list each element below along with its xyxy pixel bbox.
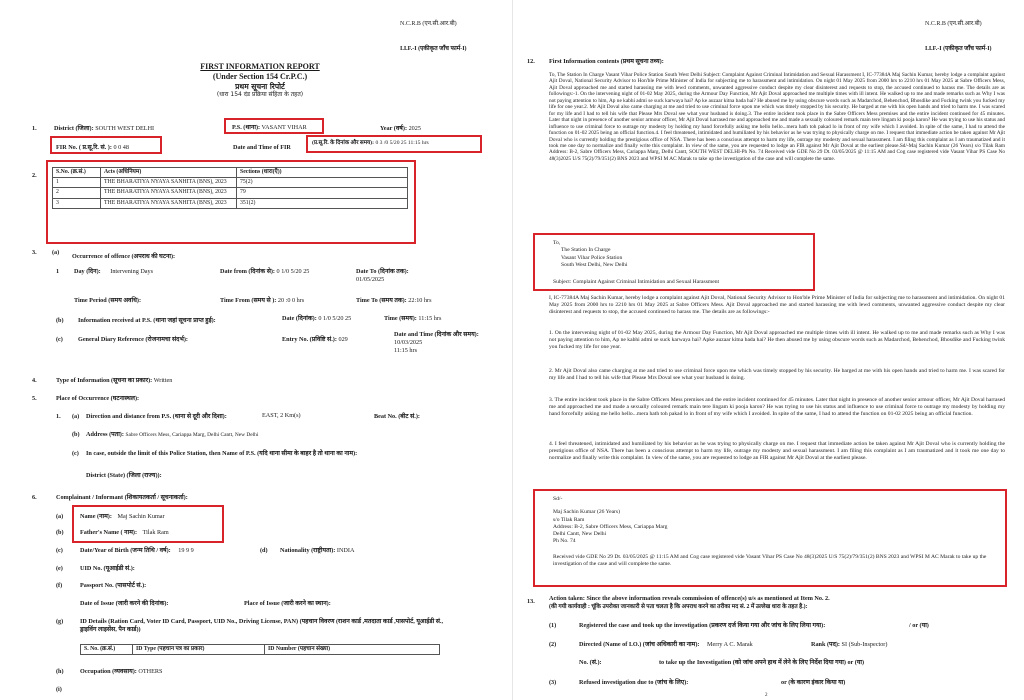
received-line: Received vide GDE No 29 Dt. 03/05/2025 @ 11:15 AM and Cog case registered vide Vasant Vihar PS Case No 48(3)2025 U/S 75(2)/79/351(2) BNS 2023 and WPSI M AC Marak to take up the investigation of the case and will complete the same. [553, 553, 987, 567]
ncrb-header: N.C.R.B (एन.सी.आर.बी) [925, 21, 982, 27]
address-line: Vasant Vihar Police Station [561, 254, 623, 261]
rank-label: Rank (पद): [811, 641, 840, 648]
day-value: Intervening Days [110, 268, 154, 275]
no-label: No. (सं.): [579, 659, 602, 666]
type-info-label: Type of Information (सूचना का प्रकार): [56, 377, 153, 384]
nationality-label: Nationality (राष्ट्रीयता): [280, 547, 336, 554]
entry-row [282, 336, 348, 344]
name-label: Name (नाम): [80, 513, 112, 520]
section-number: 5. [32, 395, 37, 402]
id-details-label: ID Details (Ration Card, Voter ID Card, Passport, UID No., Driving License, PAN) (पहचान विवरण (राशन कार्ड ,मतदाता कार्ड ,पासपोर्ट, यूआईडी सं., ड्राइविंग लाइसेंस, पैन कार्ड)) [80, 618, 444, 633]
info-date-value: 0 1/0 5/20 25 [318, 315, 352, 322]
address-label: Address (पता): [86, 431, 124, 438]
report-title: FIRST INFORMATION REPORT [200, 62, 320, 71]
date-to-row [356, 268, 446, 284]
info-date-label: Date (दिनांक): [282, 315, 317, 322]
year-label: Year (वर्ष): [380, 125, 408, 132]
entry-label: Entry No. (प्रविष्टि सं.): [282, 336, 337, 343]
id-col-type: ID Type (पहचान पत्र का प्रकार) [133, 645, 265, 655]
id-col-number: ID Number (पहचान संख्या) [265, 645, 440, 655]
gdr-datetime-row [394, 331, 490, 354]
dob-label: Date/Year of Birth (जन्म तिथि / वर्ष): [80, 547, 171, 554]
ps-value: VASANT VIHAR [261, 124, 307, 131]
time-from-row [220, 297, 304, 305]
info-time-label: Time (समय): [384, 315, 417, 322]
signature-line: Delhi Cantt, New Delhi [553, 531, 607, 538]
signature-line: s/o Tilak Ram [553, 516, 585, 523]
fir-datetime-hindi: (प्र.सू.रि. के दिनांक और समय): [312, 140, 375, 146]
direction-label: Direction and distance from P.S. (थाना से दूरी और दिशा): [86, 413, 227, 420]
date-from-label: Date from (दिनांक से): [220, 268, 275, 275]
passport-label: Passport No. (पासपोर्ट सं.): [80, 582, 147, 589]
address-line: The Station In Charge [561, 247, 611, 254]
section-number: 6. [32, 494, 37, 501]
item-letter: (a) [52, 249, 60, 256]
acts-cell: 75(2) [237, 178, 408, 188]
beat-label: Beat No. (बीट सं.): [374, 413, 420, 420]
time-from-label: Time From (समय से ): [220, 297, 277, 304]
item-letter: (b) [72, 431, 80, 438]
address-line: South West Delhi, New Delhi [561, 261, 628, 268]
item-letter: (h) [56, 668, 64, 675]
highlight-box [306, 135, 482, 153]
rank-value: SI (Sub-Inspector) [841, 641, 888, 648]
highlight-box [72, 505, 224, 543]
acts-cell: 351(2) [237, 198, 408, 208]
signature-line: Address: B-2, Sabre Officers Mess, Cariappa Marg [553, 523, 668, 530]
fir-page-2 [512, 0, 1024, 700]
fir-datetime-label: Date and Time of FIR [233, 144, 291, 151]
item-letter: (c) [56, 336, 63, 343]
report-title-block [120, 62, 400, 99]
item-number: (3) [549, 679, 557, 686]
direction-value: EAST, 2 Km(s) [262, 412, 301, 419]
gdr-date-value: 10/03/2025 [394, 338, 423, 346]
date-to-label: Date To (दिनांक तक): [356, 268, 409, 275]
action-option: / or (या) [909, 622, 929, 629]
item-letter: (g) [56, 618, 64, 625]
gdr-datetime-label: Date and Time (दिनांक और समय): [394, 331, 479, 338]
refused-label: Refused investigation due to (जांच के लिए): [579, 679, 689, 686]
section-number: 3. [32, 249, 37, 256]
report-title-hindi: प्रथम सूचना रिपोर्ट [235, 82, 285, 91]
info-time-value: 11:15 hrs [418, 315, 442, 322]
io-value: Merry A C. Marak [707, 641, 753, 648]
info-time-row [384, 315, 441, 323]
item-number: 1. [56, 413, 61, 420]
acts-cell: 2 [53, 188, 101, 198]
acts-col-sno: S.No. (क्र.सं.) [53, 168, 101, 178]
gdr-time-value: 11:15 hrs [394, 346, 417, 354]
time-from-value: 20 :0 0 hrs [277, 297, 305, 304]
signature-line: Sd/- [553, 496, 563, 502]
report-subtitle-hindi: (धारा 154 दंड प्रक्रिया संहिता के तहत) [216, 91, 304, 99]
action-hindi: (की गयी कार्यवाही : चूंकि उपरोक्त जानकारी से पता चलता है कि अपराध करने का तरीका मद सं. 2 में उल्लेख धारा के तहत है.): [549, 604, 808, 610]
dob-row [80, 547, 194, 555]
type-info-value: Written [153, 377, 173, 384]
info-date-row [282, 315, 351, 323]
item-letter: (a) [56, 513, 64, 520]
ncrb-header: N.C.R.B (एन.सी.आर.बी) [400, 21, 457, 27]
issue-date-label: Date of Issue (जारी करने की दिनांक): [80, 600, 169, 607]
directed-row [579, 641, 753, 649]
action-label: Action taken: Since the above information reveals commission of offence(s) u/s as mentioned at Item No. 2. [549, 595, 830, 602]
id-col-sno: S. No. (क्र.सं.) [81, 645, 133, 655]
entry-value: 029 [338, 336, 348, 343]
fir-value: 0 0 48 [113, 144, 129, 151]
acts-cell: THE BHARATIYA NYAYA SANHITA (BNS), 2023 [101, 198, 237, 208]
type-info-row [56, 377, 172, 385]
time-to-row [356, 297, 432, 305]
item-letter: (f) [56, 582, 63, 589]
date-from-row [220, 268, 309, 276]
refused-option: or (के कारण इंकार किया या) [781, 679, 846, 686]
highlight-box [533, 233, 815, 291]
complaint-paragraph: 1. On the intervening night of 01-02 May 2025, during the Armour Day Function, Mr Ajit Doval approached me multiple times with ill intent. He walked up to me and made remarks such as Why I was not paying attention to him, Ap ne kabhi admi se suck karwaya hai? Apke auzaar kitna bada hai? He then abused me by using obscure words such as Madarchod, Behenchod, Bhosdike and Fucking twink you fucked my life for one year. [549, 330, 1005, 351]
day-row [74, 268, 153, 276]
form-code: I.I.F.-I (एकीकृत जाँच फार्म-I) [400, 46, 467, 52]
section-number: 13. [527, 598, 535, 605]
ps-label: P.S. (थाना): [232, 124, 261, 131]
address-value: Sabre Officers Mess, Cariappa Marg, Delhi Cantt, New Delhi [125, 432, 259, 438]
highlight-box [46, 160, 416, 244]
item-number: (2) [549, 641, 557, 648]
occupation-value: OTHERS [138, 668, 163, 675]
highlight-box [224, 118, 324, 134]
item-letter: (b) [56, 529, 64, 536]
father-label: Father's Name ( नाम): [80, 529, 138, 536]
district-state-label: District (State) (जिला (राज्य)): [86, 472, 162, 479]
item-letter: (c) [72, 450, 79, 457]
signature-line: Ph No. 74 [553, 538, 576, 545]
rank-row [811, 641, 887, 649]
section-number: 2. [32, 172, 37, 179]
time-to-value: 22:10 hrs [408, 297, 432, 304]
complaint-paragraph: 4. I feel threatened, intimidated and humiliated by his behavior as he was trying to physically charge on me. I request that immediate action be taken against Mr Ajit Doval who is currently holding the prestigious office of NSA. There has been a conscious attempt to harm my life, outrage my modesty and sexual harassment. I am filing this complaint as I am traumatized and it took me one day to normalize and finally write this complaint. In view of the same, you are requested to lodge an FIR against Mr Ajit Doval at the earliest please. [549, 441, 1005, 462]
form-code: I.I.F.-I (एकीकृत जाँच फार्म-I) [925, 46, 992, 52]
day-label: Day (दिन): [74, 268, 101, 275]
highlight-box [533, 489, 1007, 587]
item-letter: (a) [72, 413, 80, 420]
id-table [80, 644, 440, 655]
occurrence-label: Occurrence of offence (अपराध की घटना): [72, 253, 176, 260]
item-letter: (c) [56, 547, 63, 554]
time-period-label: Time Period (समय अवधि): [74, 297, 142, 304]
item-letter: (b) [56, 317, 64, 324]
address-line: To, [553, 240, 561, 246]
acts-col-sections: Sections (धारा(एँ)) [237, 168, 408, 178]
place-label: Place of Occurrence (घटनास्थल): [56, 395, 140, 402]
item-letter: (i) [56, 686, 62, 693]
date-from-value: 0 1/0 5/20 25 [276, 268, 310, 275]
district-label: District (जिला): [54, 125, 94, 132]
item-number: (1) [549, 622, 557, 629]
acts-cell: 79 [237, 188, 408, 198]
name-value: Maj Sachin Kumar [117, 513, 165, 520]
time-to-label: Time To (समय तक): [356, 297, 407, 304]
acts-cell: THE BHARATIYA NYAYA SANHITA (BNS), 2023 [101, 178, 237, 188]
io-label: Directed (Name of I.O.) (जांच अधिकारी का नाम): [579, 641, 700, 648]
first-info-contents: To, The Station In Charge Vasant Vihar Police Station South West Delhi Subject: Complaint Against Criminal Intimidation and Sexual Harassment I, IC-77384A Maj Sachin Kumar, hereby lodge a complaint against Ajit Doval, National Security Advisor to Hon'ble Prime Minister of India for subjecting me to harassment and intimidation. On night 01 May 2025 from 2000 hrs to 2210 hrs 01 May 2025 at Sabre Officers Mess, Ajit Doval approached me and started harassing me with lewd comments, unwanted aggressive conduct despite my clear disinterest and requests to stop, the accused continued to harass me. The details are as followings:-1. On the intervening night of 01-02 May 2025, during the Armour Day Function, Mr Ajit Doval approached me multiple times with ill intent. He walked up to me and made remarks such as Why I was not paying attention to him, Ap ne kabhi admi se suck karwaya hai? Ap ke auzaar kitna bada hai? He abused me by using obscure words such as Madarchod, Behenchod, Bhosdike and Fucking twink you fucked my life for one year.2. Mr Ajit Doval also came charging at me and tried to use criminal force upon me which was timely stopped by his security. He barged at me with his open hands and tried to harm me. I was scared for my life and I had to tell his wife that Please Mrs Doval see what your husband is doing.3. The entire incident took place in the Sabre Officers Mess premises and the entire incident continued for 45 minutes. Later that night in presence of another senior armour officer, Mr Ajit Doval harrased me and approached me and made a sexually coloured remark main tere lingam ki pooja karon? He was trying to use his status and influence to use criminal force to outrage my modesty by holding my hand forcefully asking me hello hello...mera hath toh pakad lo in front of my wife which I avoided. In spite of the same, I had to attend the function on 01-02 2025 being an official function.4. I feel threatened, intimidated and humiliated by his behavior as he was trying to physically charge on me. I request that immediate action be taken against Mr Ajit Doval who is currently holding the prestigious office of NSA. There has been a conscious attempt to harm my life, outrage my modesty and sexual harassment. I am filing this complaint as I am traumatized and it took me one day to normalize and finally write this complaint. In view of the same, you are requested to lodge an FIR against Mr Ajit Doval at the earliest please.Sd/-Maj Sachin Kumar (26 Years) s/o Tilak Ram Address: B-2, Sabre Officers Mess, Cariappa Marg, Delhi Cantt, SOUTH WEST DELHI-Ph No. 74 Received vide GDE No 29 Dt. 03/05/2025 @ 11:15 AM and Cog case registered vide Vasant Vihar PS Case No 48(3)2025 U/S 75(2)/79/351(2) BNS 2023 and WPSI M AC Marak to take up the investigation of the case and will complete the same. [549, 72, 1005, 162]
address-row [86, 431, 258, 439]
occupation-row [80, 668, 162, 676]
item-number: 1 [56, 268, 60, 275]
complaint-paragraph: 3. The entire incident took place in the Sabre Officers Mess premises and the entire incident continued for 45 minutes. Later that night in presence of another senior armour officer, Mr Ajit Doval harrased me and approached me and made a sexually coloured remark main tere lingam ki pooja karon? He was trying to use his status and influence to use criminal force to outrage my modesty by holding my hand forcefully asking me hello hello...mera hath toh pakad lo in front of my wife which I avoided. In spite of the same, I had to attend the function on 01-02 2025 being an official function. [549, 397, 1005, 418]
section-number: 1. [32, 125, 37, 132]
section-number: 4. [32, 377, 37, 384]
dob-value: 19 9 9 [178, 547, 194, 554]
fir-datetime-value: 0 3 /0 5/20 25 11:15 hrs [375, 140, 429, 146]
time-period-row [74, 297, 141, 305]
complaint-paragraph: 2. Mr Ajit Doval also came charging at me and tried to use criminal force upon me which was timely stopped by his security. He barged at me with his open hands and tried to harm me. I was scared for my life and I had to tell his wife that Please Mrs Doval see what your husband is doing. [549, 368, 1005, 382]
occupation-label: Occupation (व्यवसाय): [80, 668, 137, 675]
report-subtitle: (Under Section 154 Cr.P.C.) [212, 72, 308, 81]
issue-place-label: Place of Issue (जारी करने का स्थान): [244, 600, 331, 607]
action-registered: Registered the case and took up the investigation (प्रकरण दर्ज किया गया और जांच के लिए लिया गया): [579, 622, 826, 629]
district-row [54, 125, 154, 133]
father-value: Tilak Ram [142, 529, 169, 536]
signature-line: Maj Sachin Kumar (26 Years) [553, 509, 620, 516]
takeup-text: to take up the Investigation (को जांच अपने हाथ में लेने के लिए निर्देश दिया गया) or (या) [659, 659, 865, 666]
date-to-value: 01/05/2025 [356, 275, 385, 283]
fir-label: FIR No. ( प्र.सू.रि. सं. ): [56, 144, 112, 151]
highlight-box [50, 136, 162, 154]
first-info-label: First Information contents (प्रथम सूचना तथ्य): [549, 58, 664, 65]
info-received-label: Information received at P.S. (थाना जहां सूचना प्राप्त हुई): [78, 317, 216, 324]
acts-col-acts: Acts (अधिनियम) [101, 168, 237, 178]
item-letter: (d) [260, 547, 268, 554]
nationality-row [280, 547, 354, 555]
acts-cell: THE BHARATIYA NYAYA SANHITA (BNS), 2023 [101, 188, 237, 198]
acts-cell: 3 [53, 198, 101, 208]
gdr-label: General Diary Reference (रोजनामचा संदर्भ): [78, 336, 188, 343]
year-row [380, 125, 421, 133]
item-letter: (e) [56, 565, 63, 572]
acts-cell: 1 [53, 178, 101, 188]
page-number: 2 [765, 693, 768, 698]
subject-line: Subject: Complaint Against Criminal Intimidation and Sexual Harassment [553, 279, 720, 286]
district-value: SOUTH WEST DELHI [95, 125, 155, 132]
section-number: 12. [527, 58, 535, 65]
complaint-paragraph: I, IC-77384A Maj Sachin Kumar, hereby lodge a complaint against Ajit Doval, National Security Advisor to Hon'ble Prime Minister of India for subjecting me to harassment and intimidation. On night 01 May 2025 from 2000 hrs to 2210 hrs 01 May 2025 at Sabre Officers Mess. Ajit Doval approached me and started harassing me with lewd comments, unwanted aggressive conduct despite my clear disinterest and requests to stop, the accused continued to harass me. The details are as followings:- [549, 295, 1005, 316]
outside-ps-label: In case, outside the limit of this Police Station, then Name of P.S. (यदि थाना सीमा के बाहर है तो थाना का नाम): [86, 450, 358, 457]
uid-label: UID No. (यूआईडी सं.): [80, 565, 135, 572]
year-value: 2025 [408, 125, 421, 132]
nationality-value: INDIA [336, 547, 355, 554]
complainant-label: Complainant / Informant (शिकायतकर्ता / सूचनाकर्ता): [56, 494, 188, 501]
id-header-row [81, 645, 440, 655]
